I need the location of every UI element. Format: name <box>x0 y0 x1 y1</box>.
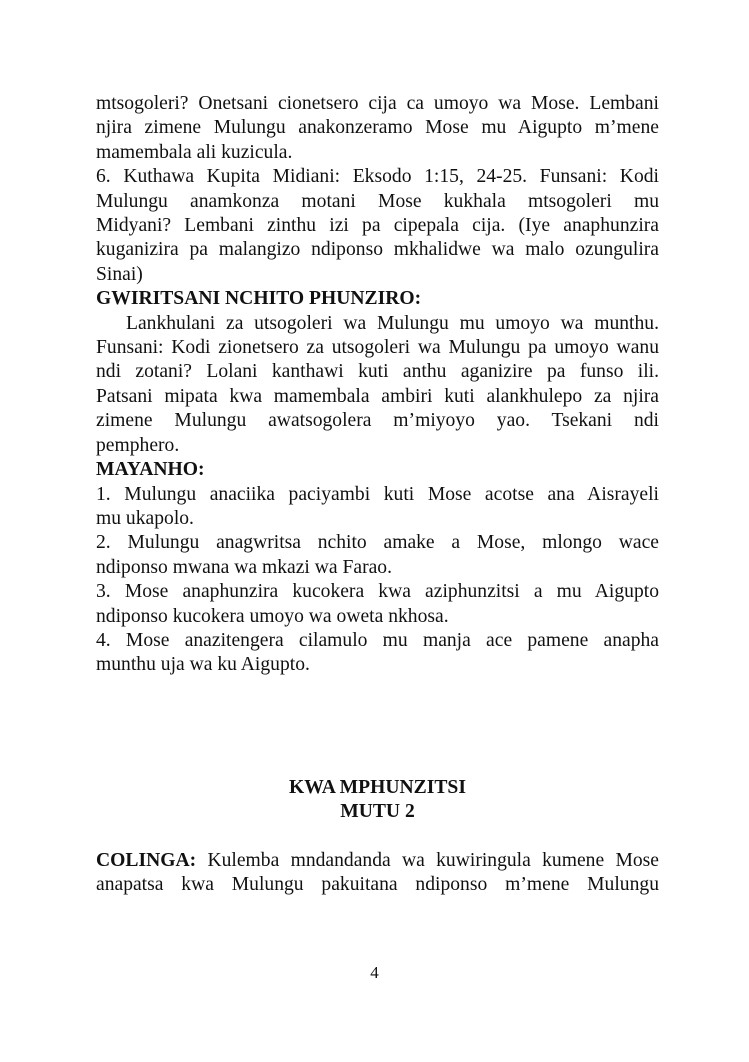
spacer <box>96 678 659 776</box>
section-title: KWA MPHUNZITSI <box>289 776 466 798</box>
text-line: mamembala ali kuzicula. <box>96 141 293 163</box>
answer-line: 1. Mulungu anaciika paciyambi kuti Mose acotse ana Aisrayeli <box>96 483 659 505</box>
answers-list <box>96 483 659 678</box>
answer-line: ndiponso mwana wa mkazi wa Farao. <box>96 556 393 578</box>
paragraph-intro <box>96 92 659 165</box>
answer-line: ndiponso kucokera umoyo wa oweta nkhosa. <box>96 605 449 627</box>
spacer <box>96 825 659 849</box>
paragraph-apply <box>96 312 659 458</box>
text-line: Midyani? Lembani zinthu izi pa cipepala cija. (Iye anaphunzira <box>96 215 659 237</box>
section-heading-answers: MAYANHO: <box>96 459 205 481</box>
page-number: 4 <box>370 963 379 982</box>
text-line <box>96 849 659 873</box>
paragraph-item-6 <box>96 165 659 287</box>
text-line: ndi zotani? Lolani kanthawi kuti anthu aganizire pa funso ili. <box>96 361 659 383</box>
text-line: 6. Kuthawa Kupita Midiani: Eksodo 1:15, 24-25. Funsani: Kodi <box>96 166 659 188</box>
text-line: anapatsa kwa Mulungu pakuitana ndiponso m’mene Mulungu <box>96 873 659 895</box>
answer-line: 3. Mose anaphunzira kucokera kwa aziphunzitsi a mu Aigupto <box>96 581 659 603</box>
text-line: Sinai) <box>96 263 143 285</box>
text-line: kuganizira pa malangizo ndiponso mkhalidwe wa malo ozungulira <box>96 239 659 261</box>
text-line: njira zimene Mulungu anakonzeramo Mose mu Aigupto m’mene <box>96 117 659 139</box>
answer-line: mu ukapolo. <box>96 507 194 529</box>
objective-label: COLINGA: <box>96 849 197 871</box>
answer-line: munthu uja wa ku Aigupto. <box>96 654 310 676</box>
text-line: Mulungu anamkonza motani Mose kukhala mtsogoleri mu <box>96 190 659 212</box>
objective-text: Kulemba mndandanda wa kuwiringula kumene Mose <box>196 849 659 871</box>
text-line: mtsogoleri? Onetsani cionetsero cija ca umoyo wa Mose. Lembani <box>96 93 659 114</box>
text-line: Funsani: Kodi zionetsero za utsogoleri wa Mulungu pa umoyo wanu <box>96 337 659 359</box>
section-subtitle: MUTU 2 <box>340 801 415 823</box>
text-line: pemphero. <box>96 434 180 456</box>
section-heading-apply: GWIRITSANI NCHITO PHUNZIRO: <box>96 288 422 310</box>
answer-line: 4. Mose anazitengera cilamulo mu manja ace pamene anapha <box>96 629 659 651</box>
text-line: Lankhulani za utsogoleri wa Mulungu mu umoyo wa munthu. <box>126 312 659 334</box>
text-line: zimene Mulungu awatsogolera m’miyoyo yao. Tsekani ndi <box>96 410 659 432</box>
answer-line: 2. Mulungu anagwritsa nchito amake a Mose, mlongo wace <box>96 532 659 554</box>
text-line: Patsani mipata kwa mamembala ambiri kuti alankhulepo za njira <box>96 385 659 407</box>
page-body <box>96 92 659 897</box>
paragraph-objective <box>96 849 659 898</box>
